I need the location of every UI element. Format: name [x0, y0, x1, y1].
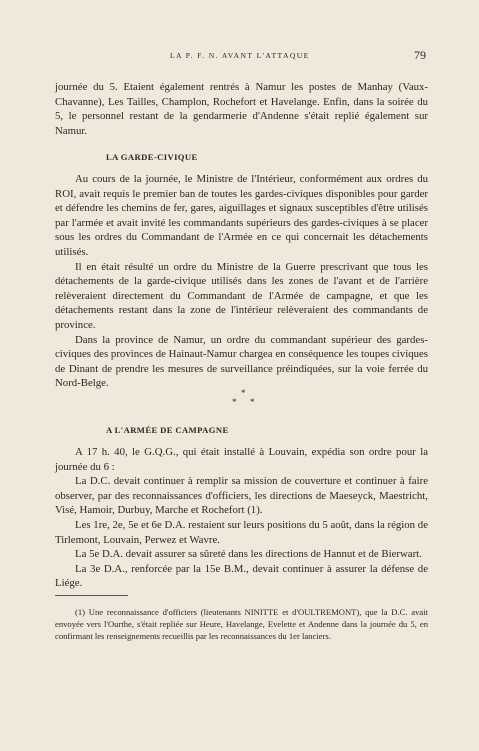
body-paragraph: Dans la province de Namur, un ordre du commandant supérieur des gardes-civiques des provinces de Hainaut-Namur chargea en conséquence les toupes civiques de Dinant de prendre les mesures de surveillance préindiquées, sur la voie ferrée du Nord-Belge.	[55, 333, 428, 390]
body-paragraph: La 3e D.A., renforcée par la 15e B.M., devait continuer à assurer la défense de Liége.	[55, 562, 428, 590]
footnote: (1) Une reconnaissance d'officiers (lieutenants NINITTE et d'OULTREMONT), que la D.C. avait envoyée vers l'Ourthe, s'était repliée sur Heure, Havelange, Evelette et Andenne dans la journée du 5, en confirmant les renseignements recueillis par les reconnaissances du 1er lanciers.	[55, 607, 428, 642]
footnotes	[55, 606, 428, 643]
intro-paragraph: journée du 5. Etaient également rentrés à Namur les postes de Manhay (Vaux-Chavanne), Les Tailles, Champlon, Rochefort et Havelange. Enfin, dans la soirée du 5, le personnel restant de la gendarmerie d'Andenne s'était replié également sur Namur.	[55, 81, 428, 137]
section-garde-civique-body	[55, 172, 428, 391]
footnote-divider	[55, 595, 128, 596]
body-paragraph: La 5e D.A. devait assurer sa sûreté dans les directions de Hannut et de Bierwart.	[75, 548, 422, 561]
body-paragraph: A 17 h. 40, le G.Q.G., qui était installé à Louvain, expédia son ordre pour la journée du 6 :	[55, 446, 428, 473]
asterism-star: *	[232, 397, 237, 407]
section-armee-body	[55, 445, 428, 591]
body-paragraph: Au cours de la journée, le Ministre de l'Intérieur, conformément aux ordres du ROI, avait requis le premier ban de toutes les gardes-civiques disponibles pour garder et défendre les chemins de fer, gares, aiguillages et signaux susceptibles d'être utilisés par l'armée et avait invité les commandants supérieurs des gardes-civiques à se placer sous les ordres du Commandant de l'Armée en ce qui concernait les détachements utilisés.	[55, 173, 428, 258]
asterism-star: *	[250, 397, 255, 407]
page-number: 79	[414, 48, 426, 62]
body-paragraph: Il en était résulté un ordre du Ministre de la Guerre prescrivant que tous les détachements de la garde-civique utilisés dans les zones de l'avant et de l'arrière relèveraient directement du Commandant de l'Armée de campagne, et que les détachements restant dans la zone de l'intérieur relèveraient des commandants de province.	[55, 260, 428, 331]
asterism-star: *	[241, 388, 246, 398]
body-paragraph: Les 1re, 2e, 5e et 6e D.A. restaient sur leurs positions du 5 août, dans la région de Tirlemont, Louvain, Perwez et Wavre.	[55, 518, 428, 546]
section-heading-garde-civique: LA GARDE-CIVIQUE	[106, 152, 198, 162]
intro-block	[55, 80, 428, 138]
section-heading-armee-de-campagne: A L'ARMÉE DE CAMPAGNE	[106, 425, 229, 435]
running-head: LA P. F. N. AVANT L'ATTAQUE	[170, 51, 310, 60]
body-paragraph: La D.C. devait continuer à remplir sa mission de couverture et continuer à faire observer, par des reconnaissances d'officiers, les directions de Maeseyck, Maestricht, Visé, Hamoir, Durbuy, Marche et Rochefort (1).	[55, 475, 428, 517]
asterism-ornament	[226, 388, 262, 410]
